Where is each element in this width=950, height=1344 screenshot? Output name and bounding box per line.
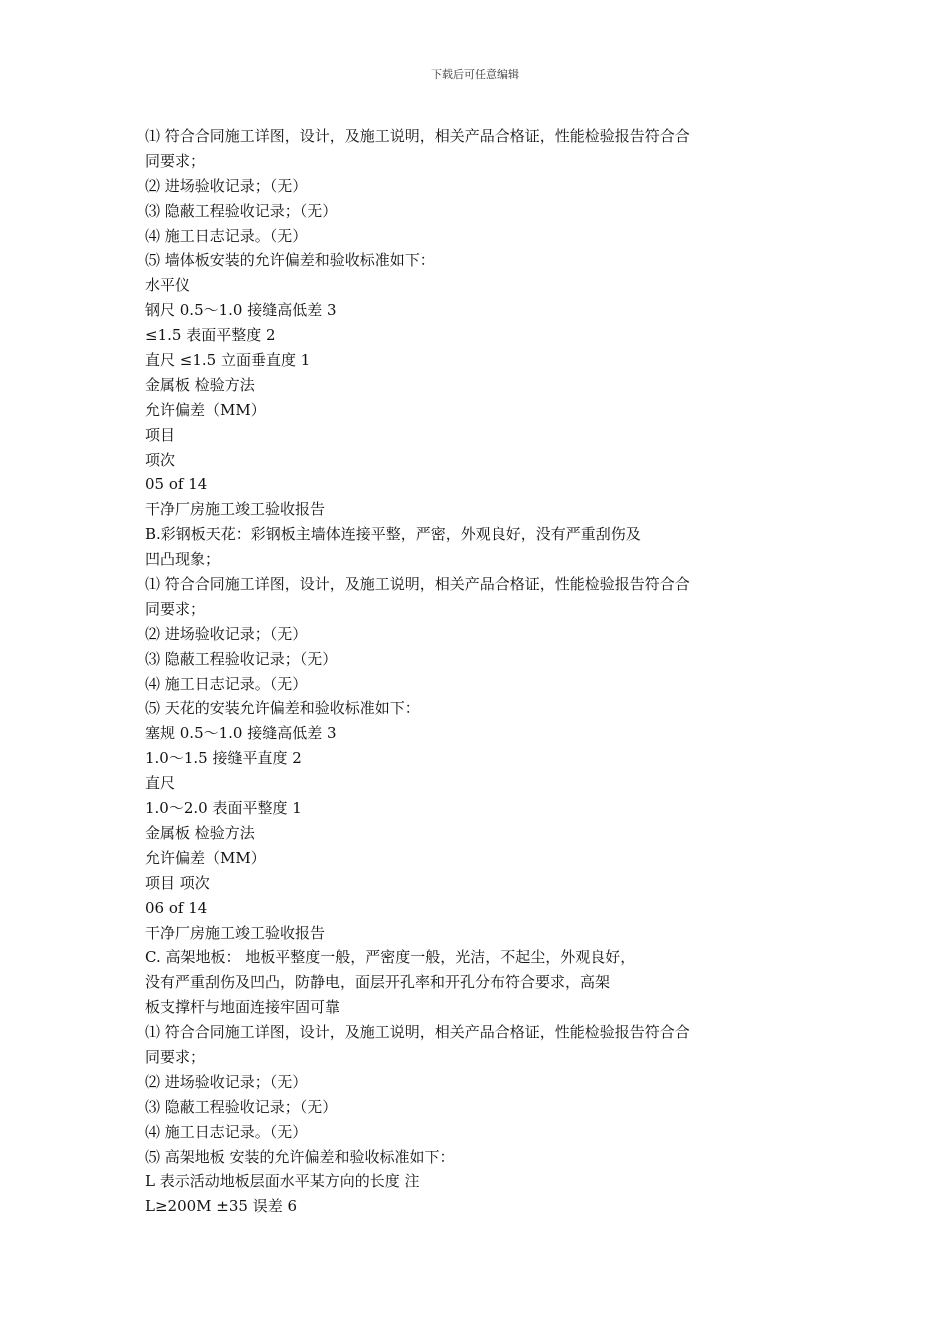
text-line: C. 高架地板： 地板平整度一般，严密度一般，光洁，不起尘，外观良好， [145,948,636,967]
text-line: 塞规 0.5～1.0 接缝高低差 3 [145,724,337,743]
text-line: ⑷ 施工日志记录。（无） [145,226,308,245]
text-line: ⑵ 进场验收记录；（无） [145,624,308,643]
page-header: 下载后可任意编辑 [431,68,519,81]
text-line: ⑷ 施工日志记录。（无） [145,1122,308,1141]
text-line: 直尺 [145,774,176,793]
text-line: 干净厂房施工竣工验收报告 [145,923,326,942]
text-line: ⑶ 隐蔽工程验收记录；（无） [145,649,338,668]
text-line: 允许偏差（MM） [145,400,266,419]
text-line: 没有严重刮伤及凹凸，防静电，面层开孔率和开孔分布符合要求，高架 [145,973,611,992]
text-line: ⑷ 施工日志记录。（无） [145,674,308,693]
text-line: ⑸ 天花的安装允许偏差和验收标准如下： [145,699,420,718]
text-line: 板支撑杆与地面连接牢固可靠 [145,998,341,1017]
text-line: ⑸ 高架地板 安装的允许偏差和验收标准如下： [145,1147,455,1166]
text-line: 同要求； [145,599,206,618]
text-line: L 表示活动地板层面水平某方向的长度 注 [145,1172,420,1191]
document-body [145,124,785,1219]
text-line: 项目 项次 [145,873,210,892]
text-line: 同要求； [145,151,206,170]
text-line: L≥200M ±35 误差 6 [145,1197,298,1216]
text-line: ⑴ 符合合同施工详图，设计，及施工说明，相关产品合格证，性能检验报告符合合 [145,1023,690,1042]
text-line: 凹凸现象； [145,550,221,569]
text-line: 1.0～1.5 接缝平直度 2 [145,749,302,768]
text-line: 金属板 检验方法 [145,823,255,842]
text-line: 允许偏差（MM） [145,848,266,867]
text-line: ⑵ 进场验收记录；（无） [145,1072,308,1091]
text-line: ⑶ 隐蔽工程验收记录；（无） [145,201,338,220]
text-line: ⑴ 符合合同施工详图，设计，及施工说明，相关产品合格证，性能检验报告符合合 [145,575,690,594]
text-line: ≤1.5 表面平整度 2 [145,326,276,345]
text-line: ⑵ 进场验收记录；（无） [145,176,308,195]
text-line: 05 of 14 [145,475,208,494]
text-line: B.彩钢板天花：彩钢板主墙体连接平整，严密，外观良好，没有严重刮伤及 [145,525,641,544]
text-line: 水平仪 [145,276,191,295]
text-line: 1.0～2.0 表面平整度 1 [145,799,302,818]
text-line: 干净厂房施工竣工验收报告 [145,500,326,519]
text-line: 06 of 14 [145,898,208,917]
text-line: ⑸ 墙体板安装的允许偏差和验收标准如下： [145,251,435,270]
text-line: ⑴ 符合合同施工详图，设计，及施工说明，相关产品合格证，性能检验报告符合合 [145,127,690,145]
text-line: 项目 [145,425,176,444]
text-line: 项次 [145,450,176,469]
text-line: 直尺 ≤1.5 立面垂直度 1 [145,351,311,370]
text-line: 钢尺 0.5～1.0 接缝高低差 3 [145,301,337,320]
text-line: 金属板 检验方法 [145,375,255,394]
text-line: ⑶ 隐蔽工程验收记录；（无） [145,1097,338,1116]
text-line: 同要求； [145,1047,206,1066]
